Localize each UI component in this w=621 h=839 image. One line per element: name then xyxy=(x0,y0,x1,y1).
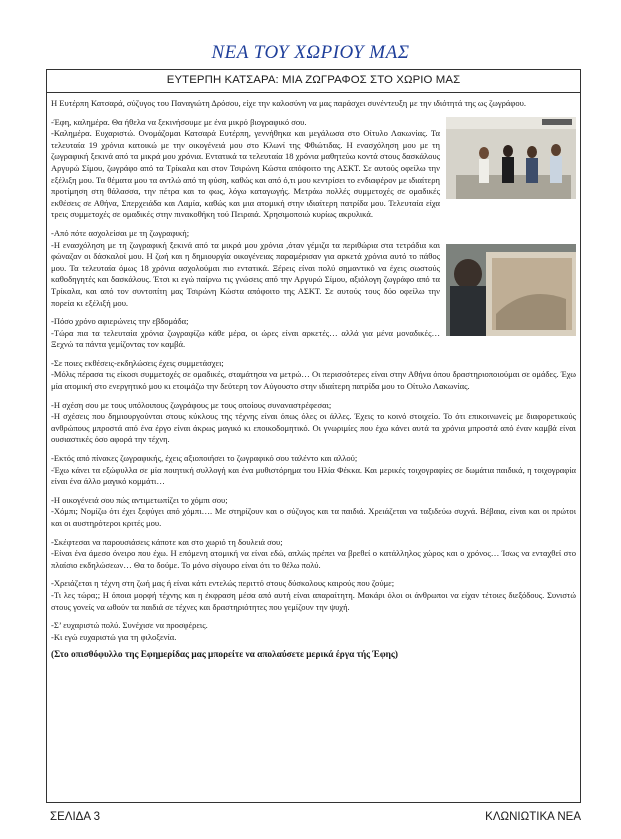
group-photo-image xyxy=(446,117,576,199)
page-number: ΣΕΛΙΔΑ 3 xyxy=(50,811,100,823)
qa-question-7: -Η οικογένειά σου πώς αντιμετωπίζει το χόμπι σου; xyxy=(51,494,228,505)
qa-question-1: -Έφη, καλημέρα. Θα ήθελα να ξεκινήσουμε με ένα μικρό βιογραφικό σου. xyxy=(51,116,307,127)
qa-question-5: -Η σχέση σου με τους υπόλοιπους ζωγράφους με τους οποίους συναναστρέφεσαι; xyxy=(51,399,332,410)
photo-painting xyxy=(446,244,576,336)
article-intro: Η Ευτέρπη Κατσαρά, σύζυγος του Παναγιώτη Δρόσου, είχε την καλοσύνη να μας παράσχει συνέντευξη με την ιδιότητά της ως ζωγράφου. xyxy=(51,98,526,108)
painting-photo-image xyxy=(446,244,576,336)
qa-answer-8: -Είναι ένα άμεσο όνειρο που έχω. Η επόμενη ατομική να είναι εδώ, απλώς πρέπει να βρεθεί ο κατάλληλος χώρος και ο χρόνος… Ίσως να ενταχθεί στο πλαίσιο εκδηλώσεων… Θα το δούμε. Το μόνο σίγουρο είναι ότι το θέλω πολύ. xyxy=(51,548,576,570)
section-title: ΝΕΑ ΤΟΥ ΧΩΡΙΟΥ ΜΑΣ xyxy=(211,42,410,63)
qa-question-6: -Εκτός από πίνακες ζωγραφικής, έχεις αξιοποιήσει το ζωγραφικό σου ταλέντο και αλλού; xyxy=(51,453,358,464)
article-body xyxy=(51,98,576,662)
qa-answer-1: -Καλημέρα. Ευχαριστώ. Ονομάζομαι Κατσαρά Ευτέρπη, γεννήθηκα και μεγάλωσα στο Οίτυλο Λακωνίας. Τα τελευταία 19 χρόνια κατοικώ με την οικογένειά μου στο Κλωνί της Φθιώτιδας. Η ενασχόληση μου με τη ζωγραφική ξεκινά από τα μικρά μου χρόνια. Εντατικά τα τελευταία 18 χρόνια μαθητεύω κοντά στους δασκάλους Αργυρώ Σίμου, ζωγράφο από τα Τρίκαλα και στον Τσιρώνη Κώστα απόφοιτο της ΑΣΚΤ. Σε αυτούς οφείλω την εξέλιξη μου. Τα θέματα μου τα αντλώ από τη φύση, καθώς και από ό,τι μου κεντρίσει το ενδιαφέρον με ιδιαίτερη προτίμηση στη θάλασσα, την πέτρα και το φως, λόγω καταγωγής. Μετράω πολλές συμμετοχές σε ομαδικές εκθέσεις σε Αθήνα, Σπερχειάδα και Λαμία, καθώς και μια ατομική στην ιδιαίτερη πατρίδα μου. Τελευταία είχα τρεις συμμετοχές σε ομαδικές στην πινακοθήκη τού Πειραιά. Χρησιμοποιώ κυρίως ακρυλικά. xyxy=(51,128,440,220)
headline-divider xyxy=(47,92,580,93)
qa-answer-5: -Η σχέσεις που δημιουργούνται στους κύκλους της τέχνης είναι όπως όλες οι άλλες. Έχεις το κοινό στοιχείο. Το ότι επικοινωνείς με διαφορετικούς ανθρώπους μπροστά από ένα έργο είναι άκρως μαγικό κι εποικοδομητικό. Οι γνωριμίες που έχω κάνει αυτά τα χρόνια μπροστά από έναν καμβά είναι ουσιαστικές όσο αφορά την τέχνη. xyxy=(51,411,576,445)
qa-answer-9: -Τι λες τώρα;; Η όποια μορφή τέχνης και η έκφραση μέσα από αυτή είναι απαραίτητη. Μακάρι όλοι οι άνθρωποι να είχαν τέτοιες διεξόδους. Συνιστώ στους γονείς να ωθούν τα παιδιά σε τέχνες και δραστηριότητες που γεμίζουν την ψυχή. xyxy=(51,589,576,612)
qa-answer-7: -Χόμπι; Νομίζω ότι έχει ξεφύγει από χόμπι…. Με στηρίζουν και ο σύζυγος και τα παιδιά. Χρειάζεται να ταξιδεύω συχνά. Βέβαια, είναι και οι πρώτοι και οι αυστηρότεροι κριτές μου. xyxy=(51,506,576,528)
qa-answer-6: -Έχω κάνει τα εξώφυλλα σε μία ποιητική συλλογή και ένα μυθιστόρημα του Ηλία Φέκκα. Και μερικές τοιχογραφίες σε δωμάτια παιδικά, η τοιχογραφία είναι ένα άλλο μαγικό κομμάτι… xyxy=(51,464,576,487)
article-frame xyxy=(46,69,581,803)
qa-question-9: -Χρειάζεται η τέχνη στη ζωή μας ή είναι κάτι εντελώς περιττό στους δύσκολους καιρούς που ζούμε; xyxy=(51,578,395,589)
qa-question-10: -Σ’ ευχαριστώ πολύ. Συνέχισε να προσφέρεις. xyxy=(51,620,208,631)
qa-answer-4: -Μόλις πέρασα τις είκοσι συμμετοχές σε ομαδικές, σταμάτησα να μετρώ… Οι περισσότερες είναι στην Αθήνα όπου δραστηριοποιούμαι σε ομάδες. Έχω μία ατομική στο ενεργητικό μου κι ετοιμάζω την δεύτερη τον Αύγουστο στην ιδιαίτερη πατρίδα μου το Οίτυλο Λακωνίας. xyxy=(51,369,576,392)
article-headline: ΕΥΤΕΡΠΗ ΚΑΤΣΑΡΑ: ΜΙΑ ΖΩΓΡΑΦΟΣ ΣΤΟ ΧΩΡΙΟ ΜΑΣ xyxy=(166,74,461,86)
photo-group-portrait xyxy=(446,117,576,199)
qa-answer-2: -Η ενασχόληση με τη ζωγραφική ξεκινά από τα μικρά μου χρόνια ,όταν γέμιζα τα περιθώρια στα τετράδια και φώναζαν οι δάσκαλοί μου. Η ζωή και η δημιουργία οικογένειας παραμέρισαν για αρκετά χρόνια αυτό το πάθος μου. Τα τελευταία όμως 18 χρόνια ασχολούμαι πιο εντατικά. Ξέρεις είναι πολύ σημαντικό να έχεις σωστούς καθοδηγητές και δασκάλους. Έτσι κι εγώ παίρνω τις γνώσεις από την Αργυρώ Σίμου, αξιόλογη ζωγράφο από τα Τρίκαλα, και από τον συντοπίτη μας Τσιρώνη Κώστα απόφοιτο της ΑΣΚΤ. Σε αυτούς τους δύο οφείλω την πορεία κι εξέλιξή μου. xyxy=(51,239,440,308)
qa-question-3: -Πόσο χρόνο αφιερώνεις την εβδομάδα; xyxy=(51,316,189,327)
qa-question-4: -Σε ποιες εκθέσεις-εκδηλώσεις έχεις συμμετάσχει; xyxy=(51,357,224,368)
qa-question-8: -Σκέφτεσαι να παρουσιάσεις κάποτε και στο χωριό τη δουλειά σου; xyxy=(51,536,283,547)
paper-name: ΚΛΩΝΙΩΤΙΚΑ ΝΕΑ xyxy=(485,811,581,823)
qa-answer-10: -Κι εγώ ευχαριστώ για τη φιλοξενία. xyxy=(51,631,177,642)
closing-note: (Στο οπισθόφυλλο της Εφημερίδας μας μπορείτε να απολαύσετε μερικά έργα τής Έφης) xyxy=(51,650,398,661)
qa-question-2: -Από πότε ασχολείσαι με τη ζωγραφική; xyxy=(51,227,190,238)
qa-answer-3: -Τώρα πια τα τελευταία χρόνια ζωγραφίζω κάθε μέρα, οι ώρες είναι αρκετές… αλλά για μένα μοναδικές… Ξεχνώ τα πάντα γεμίζοντας τον καμβά. xyxy=(51,327,440,350)
